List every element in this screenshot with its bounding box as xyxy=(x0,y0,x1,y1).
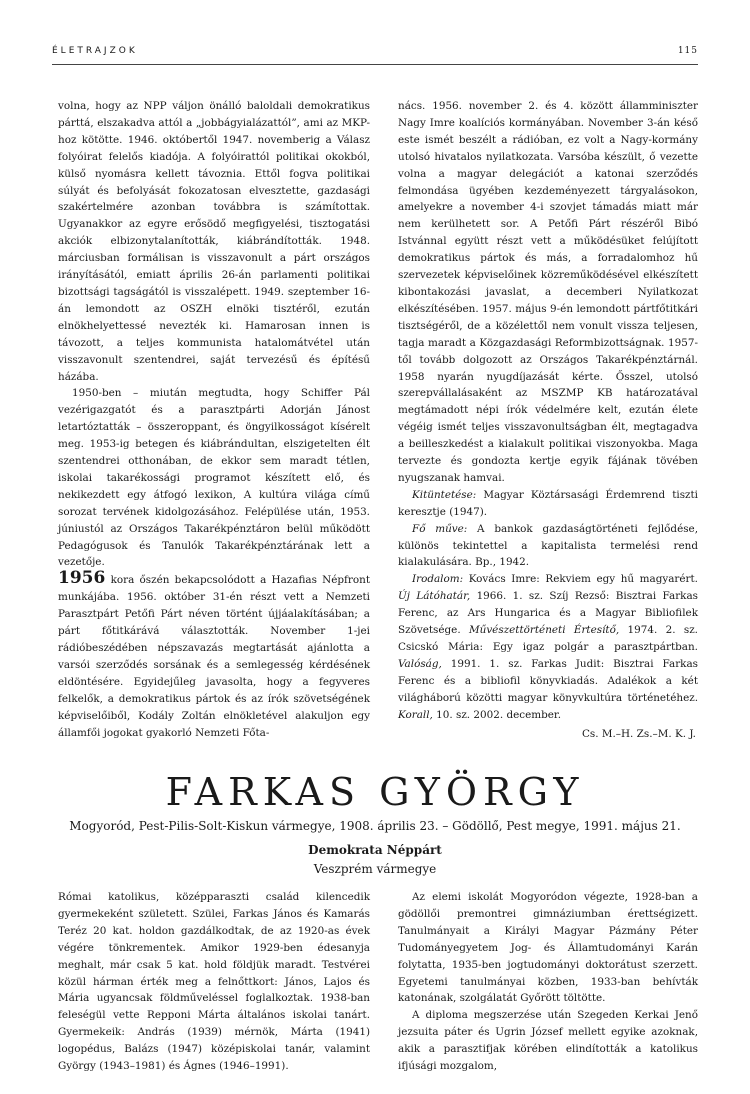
lower-right-column xyxy=(398,889,698,1075)
literature-source: Korall, xyxy=(398,708,433,721)
literature-label: Irodalom: xyxy=(412,573,464,586)
paragraph: Az elemi iskolát Mogyoródon végezte, 1928-ban a gödöllői premontrei gimnáziumban érettségizett. Tanulmányait a Királyi Magyar Pázmány Péter Tudományegyetem Jog- és Államtudományi Karán folytatta, 1935-ben jogtudományi doktorátust szerzett. Egyetemi tanulmányai közben, 1933-ban behívták katonának, szolgálatát Győrött töltötte. xyxy=(398,891,698,1005)
paragraph: Római katolikus, középparaszti család kilencedik gyermekeként született. Szülei, Farkas János és Kamarás Teréz 20 kat. holdon gazdálkodtak, de az 1920-as évek végére tönkrementek. Amikor 1929-ben édesanyja meghalt, már csak 5 kat. hold földjük maradt. Testvérei közül hárman érték meg a felnőttkort: János, Lajos és Mária ugyancsak földműveléssel foglalkoztak. 1938-ban feleségül vette Repponi Márta általános iskolai tanárt. Gyermekeik: András (1939) mérnök, Márta (1941) logopédus, Balázs (1947) középiskolai tanár, valamint György (1943–1981) és Ágnes (1946–1991). xyxy=(58,891,370,1073)
literature-paragraph xyxy=(398,571,698,723)
awards-text: Magyar Köztársasági Érdemrend tiszti keresztje (1947). xyxy=(398,488,698,518)
paragraph: A diploma megszerzése után Szegeden Kerkai Jenő jezsuita páter és Ugrin József mellett egyike azoknak, akik a parasztifjak körében elindították a katolikus ifjúsági mozgalom, xyxy=(398,1009,698,1073)
year-marker: 1956 xyxy=(58,568,106,589)
paragraph-text: kora őszén bekapcsolódott a Hazafias Népfront munkájába. 1956. október 31-én részt vett a Nemzeti Parasztpárt Petőfi Párt néven történt újjáalakításában; a párt főtitkárává választották. November 1-jei rádióbeszédében népszavazás megtartását ajánlotta a varsói szerződés sorsának és a semlegesség kérdésének eldöntésére. Egyidejűleg javasolta, hogy a fegyveres felkelők, a demokratikus pártok és az írók szövetségének képviselőiből, Kodály Zoltán elnökletével alakuljon egy államfői jogokat gyakorló Nemzeti Főta- xyxy=(58,574,370,739)
literature-source: Valóság, xyxy=(398,657,442,670)
section-title: ÉLETRAJZOK xyxy=(52,46,138,56)
literature-source: Új Látóhatár, xyxy=(398,590,471,603)
upper-right-column xyxy=(398,98,698,742)
literature-text: Kovács Imre: Rekviem egy hű magyarért. xyxy=(463,573,698,586)
header-rule xyxy=(52,64,698,65)
page-number: 115 xyxy=(677,46,698,56)
awards-paragraph xyxy=(398,487,698,521)
literature-text: 1974. 2. sz. Csicskó Mária: Egy igaz polgár a parasztpártban. xyxy=(398,624,698,653)
literature-text: 10. sz. 2002. december. xyxy=(432,708,562,721)
work-text: A bankok gazdaságtörténeti fejlődése, különös tekintettel a kapitalista termelési rend kialakulására. Bp., 1942. xyxy=(398,522,698,569)
literature-source: Művészettörténeti Értesítő, xyxy=(468,624,620,637)
awards-label: Kitüntetése: xyxy=(412,488,477,501)
literature-text: 1966. 1. sz. Szíj Rezső: Bisztrai Farkas Ferenc, az Ars Hungarica és a Magyar Bibliofilek Szövetsége. xyxy=(398,590,698,637)
running-header xyxy=(52,46,698,62)
entry-name: FARKAS GYÖRGY xyxy=(165,770,585,814)
work-paragraph xyxy=(398,521,698,572)
literature-text: 1991. 1. sz. Farkas Judit: Bisztrai Farkas Ferenc és a bibliofil könyvkiadás. Adalékok a két világháború közötti magyar könyvkultúra történetéhez. xyxy=(398,657,698,704)
paragraph-1956 xyxy=(58,568,370,741)
paragraph: volna, hogy az NPP váljon önálló baloldali demokratikus párttá, elszakadva attól a „jobbágyialázattól”, ami az MKP-hoz kötötte. 1946. októbertől 1947. novemberig a Válasz folyóirat felelős kiadója. A folyóirattól politikai okokból, külső nyomásra kellett távoznia. Ettől fogva politikai súlyát és befolyását fokozatosan elvesztette, gazdasági szakértelmére azonban továbbra is számítottak. Ugyanakkor az egyre erősödő megfigyelési, tisztogatási akciók elbizonytalanították, kiábrándították. 1948. márciusban formálisan is visszavonult a párt országos irányításától, emiatt április 26-án parlamenti politikai bizottsági tagságától is visszalépett. 1949. szeptember 16-án lemondott az OSZH elnöki tisztéről, ezután elnökhelyettessé nevezték ki. Hamarosan innen is távozott, a teljes kommunista hatalomátvétel után visszavonult szentendrei, saját tervezésű és építésű házába. xyxy=(58,100,370,383)
paragraph: 1950-ben – miután megtudta, hogy Schiffer Pál vezérigazgatót és a parasztpárti Adorján Jánost letartóztatták – összeroppant, és öngyilkosságot kísérelt meg. 1953-ig betegen és kiábrándultan, elszigetelten élt szentendrei otthonában, de ekkor sem maradt tétlen, iskolai takarékossági programot készített elő, és nekikezdett egy átfogó lexikon, A kultúra világa című sorozat tervének kidolgozásához. Felépülése után, 1953. júniustól az Országos Takarékpénztáron belül működött Pedagógusok és Tanulók Takarékpénztárának lett a vezetője. xyxy=(58,387,370,569)
entry-region: Veszprém vármegye xyxy=(313,862,437,876)
entry-birth-death: Mogyoród, Pest-Pilis-Solt-Kiskun vármegye, 1908. április 23. – Gödöllő, Pest megye, 1991. május 21. xyxy=(69,819,681,833)
upper-left-column xyxy=(58,98,370,741)
entry-party: Demokrata Néppárt xyxy=(308,843,442,857)
author-signature: Cs. M.–H. Zs.–M. K. J. xyxy=(581,727,696,740)
lower-left-column xyxy=(58,889,370,1075)
work-label: Fő műve: xyxy=(412,522,468,535)
paragraph: nács. 1956. november 2. és 4. között államminiszter Nagy Imre koalíciós kormányában. November 3-án késő este ismét beszélt a rádióban, ez volt a Nagy-kormány utolsó hivatalos nyilatkozata. Varsóba készült, ő vezette volna a magyar delegációt a katonai szerződés felmondása ügyében kezdeményezett tárgyalásokon, amelyekre a november 4-i szovjet támadás miatt már nem kerülhetett sor. A Petőfi Párt részéről Bibó Istvánnal együtt részt vett a működésüket felújított demokratikus pártok és más, a forradalomhoz hű szervezetek képviselőinek közreműködésével elkészített kibontakozási javaslat, a decemberi Nyilatkozat elkészítésében. 1957. május 9-én lemondott pártfőtitkári tisztségéről, de a közélettől nem vonult vissza teljesen, tagja maradt a Közgazdasági Reformbizottságnak. 1957-től tovább dolgozott az Országos Takarékpénztárnál. 1958 nyarán nyugdíjazását kérte. Ősszel, utolsó szerepvállalásaként az MSZMP KB határozatával megtámadott népi írók védelmére kelt, ezután élete végéig ismét teljes visszavonultságban élt, megtagadva a beilleszkedést a kialakult politikai viszonyokba. Maga tervezte és gondozta kertje egyik fájának tövében nyugszanak hamvai. xyxy=(398,100,698,484)
